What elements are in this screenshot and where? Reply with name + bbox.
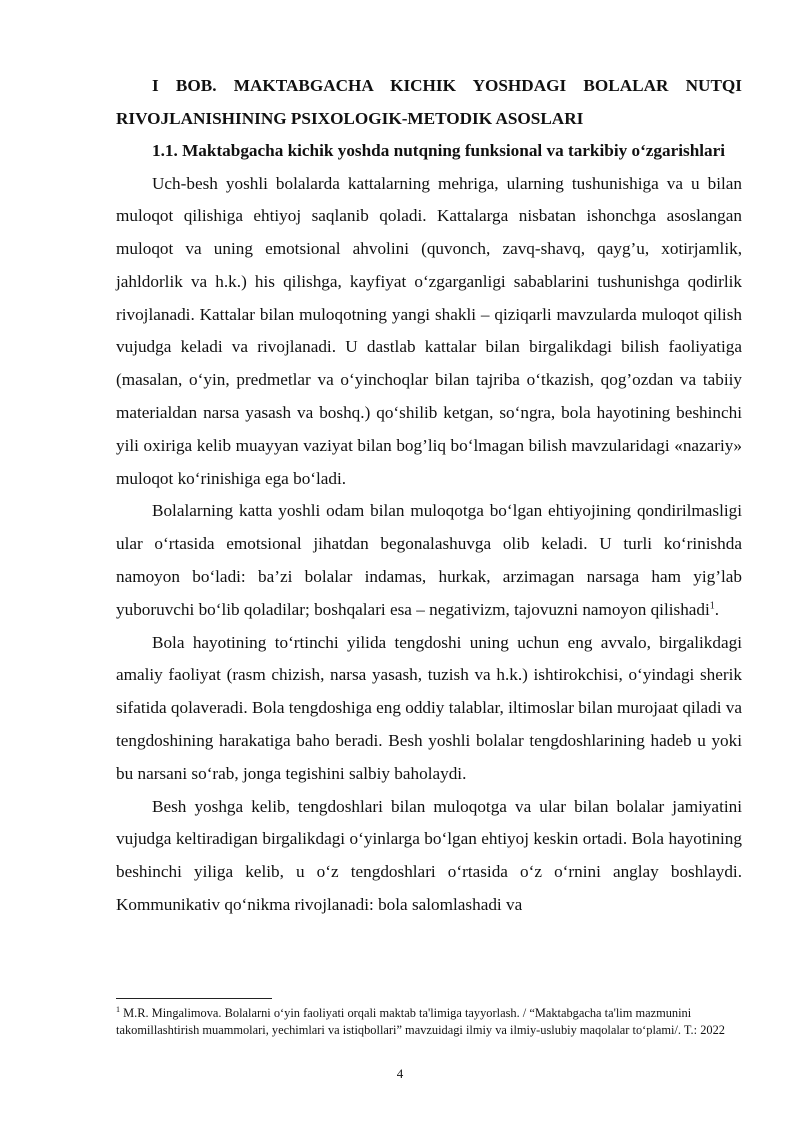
- paragraph-3: [116, 627, 742, 791]
- footnote-divider: [116, 998, 272, 999]
- footnote-mark: 1: [116, 1004, 120, 1014]
- footnote-reference[interactable]: 1: [709, 600, 715, 612]
- paragraph-text: Bola hayotining to‘rtinchi yilida tengdoshi uning uchun eng avvalo, birgalikdagi amaliy faoliyat (rasm chizish, narsa yasash, tuzish va h.k.) ishtirokchisi, o‘yindagi sherik sifatida qolaveradi. Bola tengdoshiga eng oddiy talablar, iltimoslar bilan murojaat qiladi va tengdoshining harakatiga baho beradi. Besh yoshli bolalar tengdoshlarining hadeb u yoki bu narsani so‘rab, jonga tegishini salbiy baholaydi.: [116, 632, 743, 783]
- paragraph-end-punctuation: .: [714, 599, 720, 619]
- chapter-heading: I BOB. MAKTABGACHA KICHIK YOSHDAGI BOLALAR NUTQI RIVOJLANISHINING PSIXOLOGIK-METODIK ASOSLARI: [116, 76, 742, 128]
- paragraph-2: [116, 495, 742, 626]
- paragraph-text: Uch-besh yoshli bolalarda kattalarning mehriga, ularning tushunishiga va u bilan muloqot qilishiga ehtiyoj saqlanib qoladi. Kattalarga nisbatan ishonchga asoslangan muloqot va uning emotsional ahvolini (quvonch, zavq-shavq, qayg’u, xotirjamlik, jahldorlik va h.k.) his qilishga, kayfiyat o‘zgarganligi sabablarini tushunishga qodirlik rivojlanadi. Kattalar bilan muloqotning yangi shakli – qiziqarli mavzularda muloqot qilish vujudga keladi va rivojlanadi. U dastlab kattalar bilan birgalikdagi bilish faoliyatiga (masalan, o‘yin, predmetlar va o‘yinchoqlar bilan tajriba o‘tkazish, qog’ozdan va tabiiy materialdan narsa yasash va boshq.) qo‘shilib ketgan, so‘ngra, bola hayotining beshinchi yili oxiriga kelib muayyan vaziyat bilan bog’liq bo‘lmagan bilish mavzularidagi «nazariy» muloqot ko‘rinishiga ega bo‘ladi.: [116, 173, 742, 488]
- page-body: [116, 70, 742, 922]
- paragraph-4: [116, 791, 742, 922]
- footnote-text: M.R. Mingalimova. Bolalarni o‘yin faoliyati orqali maktab ta'limiga tayyorlash. / “Maktabgacha ta'lim mazmunini takomillashtirish muammolari, yechimlari va istiqbollari” mavzuidagi ilmiy va ilmiy-uslubiy maqolalar to‘plami/. T.: 2022: [116, 1006, 725, 1037]
- section-heading: 1.1. Maktabgacha kichik yoshda nutqning funksional va tarkibiy o‘zgarishlari: [152, 141, 726, 160]
- paragraph-text: Bolalarning katta yoshli odam bilan muloqotga bo‘lgan ehtiyojining qondirilmasligi ular o‘rtasida emotsional jihatdan begonalashuvga olib keladi. U turli ko‘rinishda namoyon bo‘ladi: ba’zi bolalar indamas, hurkak, arzimagan narsaga ham yig’lab yuboruvchi bo‘lib qoladilar; boshqalari esa – negativizm, tajovuzni namoyon qilishadi: [116, 501, 742, 619]
- footnote: [116, 1005, 756, 1039]
- page-number: 4: [396, 1066, 404, 1081]
- paragraph-text: Besh yoshga kelib, tengdoshlari bilan muloqotga va ular bilan bolalar jamiyatini vujudga keltiradigan birgalikdagi o‘yinlarga bo‘lgan ehtiyoj keskin ortadi. Bola hayotining beshinchi yiliga kelib, u o‘z tengdoshlari o‘rtasida o‘z o‘rnini anglay boshlaydi. Kommunikativ qo‘nikma rivojlanadi: bola salomlashadi va: [116, 796, 742, 915]
- paragraph-1: [116, 168, 742, 496]
